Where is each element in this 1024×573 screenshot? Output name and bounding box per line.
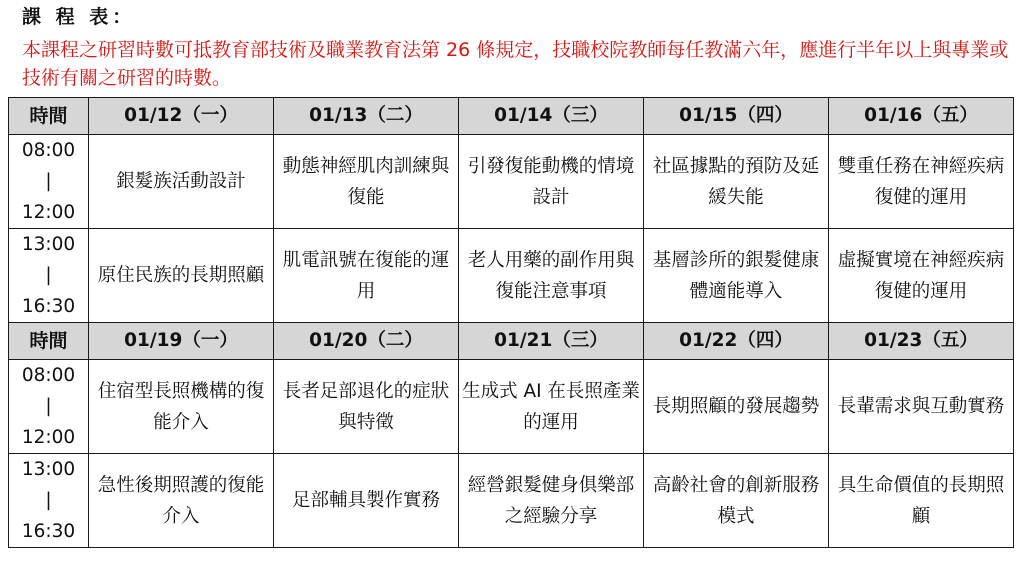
- course-cell: 具生命價值的長期照顧: [829, 454, 1014, 548]
- course-cell: 銀髮族活動設計: [89, 135, 274, 229]
- course-cell: 老人用藥的副作用與復能注意事項: [459, 229, 644, 323]
- time-range-cell: [9, 135, 89, 229]
- end-time: 16:30: [21, 296, 76, 317]
- day-header: 01/19（一）: [89, 323, 274, 360]
- day-header: 01/22（四）: [644, 323, 829, 360]
- course-cell: 急性後期照護的復能介入: [89, 454, 274, 548]
- course-cell: 足部輔具製作實務: [274, 454, 459, 548]
- afternoon-slot-row: [9, 454, 1014, 548]
- course-cell: 社區據點的預防及延緩失能: [644, 135, 829, 229]
- morning-slot-row: [9, 135, 1014, 229]
- time-range-cell: [9, 229, 89, 323]
- day-header: 01/14（三）: [459, 98, 644, 135]
- course-cell: 引發復能動機的情境設計: [459, 135, 644, 229]
- day-header: 01/16（五）: [829, 98, 1014, 135]
- day-header: 01/23（五）: [829, 323, 1014, 360]
- start-time: 08:00: [21, 365, 76, 386]
- course-cell: 長輩需求與互動實務: [829, 360, 1014, 454]
- schedule-title: 課 程 表：: [22, 6, 136, 28]
- time-range-cell: [9, 454, 89, 548]
- week-header-row: [9, 323, 1014, 360]
- course-cell: 高齡社會的創新服務模式: [644, 454, 829, 548]
- course-cell: 基層診所的銀髮健康體適能導入: [644, 229, 829, 323]
- course-schedule-table: [8, 97, 1014, 548]
- day-header: 01/15（四）: [644, 98, 829, 135]
- course-cell: 虛擬實境在神經疾病復健的運用: [829, 229, 1014, 323]
- study-hours-notice: 本課程之研習時數可抵教育部技術及職業教育法第 26 條規定，技職校院教師每任教滿六年，應進行半年以上與專業或技術有關之研習的時數。: [22, 39, 1009, 89]
- day-header: 01/12（一）: [89, 98, 274, 135]
- time-column-header: 時間: [9, 323, 89, 360]
- time-range-cell: [9, 360, 89, 454]
- course-cell: 原住民族的長期照顧: [89, 229, 274, 323]
- start-time: 13:00: [21, 459, 76, 480]
- morning-slot-row: [9, 360, 1014, 454]
- time-separator: |: [45, 171, 52, 192]
- end-time: 16:30: [21, 521, 76, 542]
- start-time: 13:00: [21, 234, 76, 255]
- time-column-header: 時間: [9, 98, 89, 135]
- day-header: 01/20（二）: [274, 323, 459, 360]
- time-separator: |: [45, 396, 52, 417]
- time-separator: |: [45, 265, 52, 286]
- end-time: 12:00: [21, 202, 76, 223]
- course-cell: 肌電訊號在復能的運用: [274, 229, 459, 323]
- afternoon-slot-row: [9, 229, 1014, 323]
- course-cell: 動態神經肌肉訓練與復能: [274, 135, 459, 229]
- time-separator: |: [45, 490, 52, 511]
- course-cell: 長期照顧的發展趨勢: [644, 360, 829, 454]
- start-time: 08:00: [21, 140, 76, 161]
- day-header: 01/21（三）: [459, 323, 644, 360]
- day-header: 01/13（二）: [274, 98, 459, 135]
- course-cell: 長者足部退化的症狀與特徵: [274, 360, 459, 454]
- course-cell: 住宿型長照機構的復能介入: [89, 360, 274, 454]
- week-header-row: [9, 98, 1014, 135]
- course-cell: 生成式 AI 在長照產業的運用: [459, 360, 644, 454]
- course-cell: 雙重任務在神經疾病復健的運用: [829, 135, 1014, 229]
- course-cell: 經營銀髮健身俱樂部之經驗分享: [459, 454, 644, 548]
- end-time: 12:00: [21, 427, 76, 448]
